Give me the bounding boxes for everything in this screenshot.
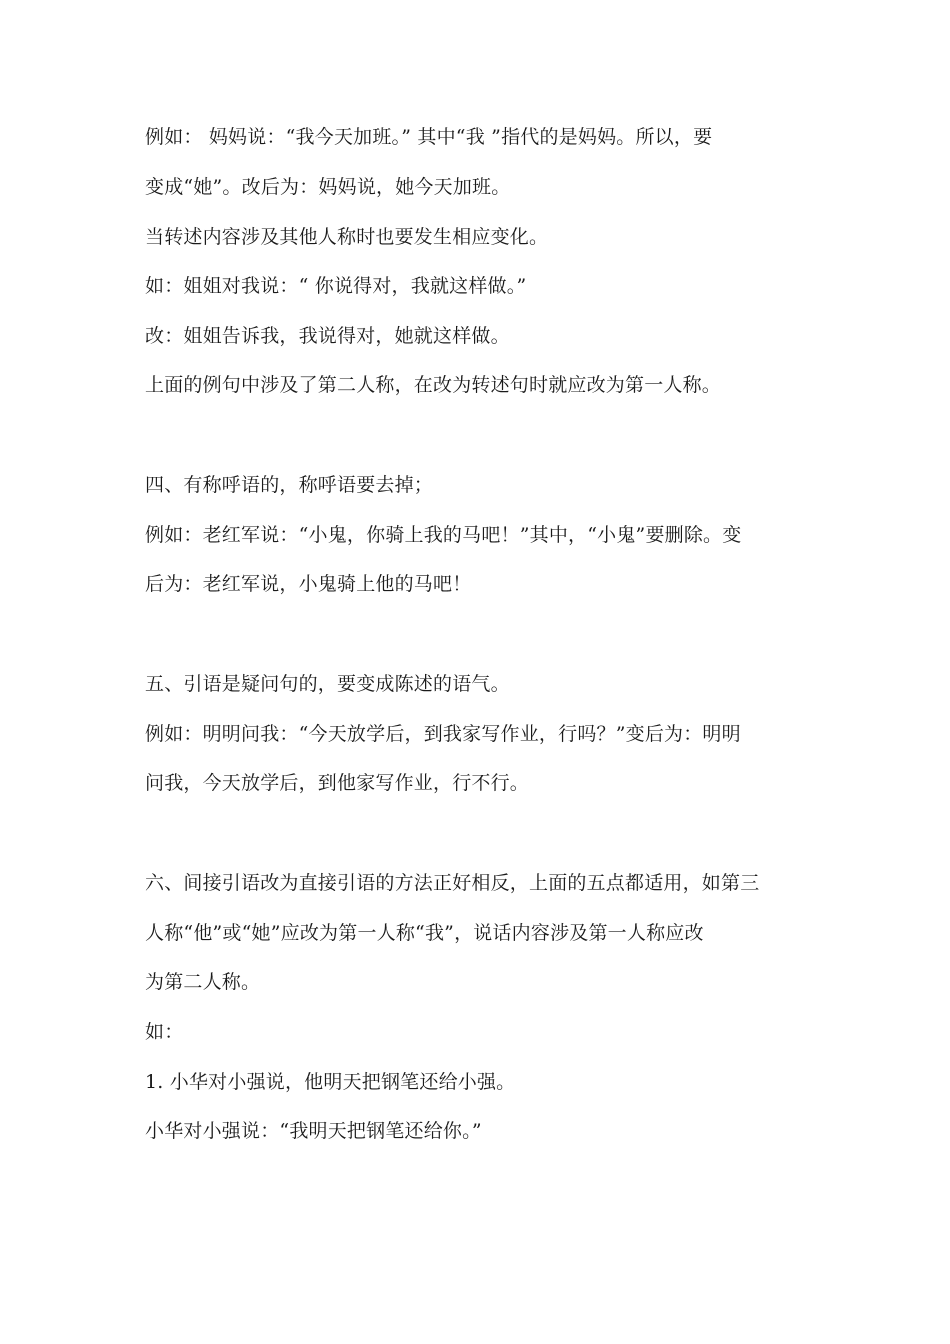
text-line: 问我，今天放学后，到他家写作业，行不行。 xyxy=(145,772,530,794)
text-line: 后为：老红军说，小鬼骑上他的马吧！ xyxy=(145,573,472,595)
text-line: 人称“他”或“她”应改为第一人称“我”，说话内容涉及第一人称应改 xyxy=(145,922,704,944)
text-line: 例如：老红军说：“小鬼，你骑上我的马吧！”其中，“小鬼”要删除。变 xyxy=(145,524,742,546)
text-line: 小华对小强说：“我明天把钢笔还给你。” xyxy=(145,1120,482,1142)
text-line: 当转述内容涉及其他人称时也要发生相应变化。 xyxy=(145,226,549,248)
text-line: 改：姐姐告诉我，我说得对，她就这样做。 xyxy=(145,325,510,347)
text-line: 例如： 妈妈说：“我今天加班。” 其中“我 ”指代的是妈妈。所以，要 xyxy=(145,126,713,148)
text-line: 如： xyxy=(145,1021,184,1043)
text-line: 上面的例句中涉及了第二人称，在改为转述句时就应改为第一人称。 xyxy=(145,374,722,396)
section-heading: 六、间接引语改为直接引语的方法正好相反，上面的五点都适用，如第三 xyxy=(145,872,760,894)
text-line: 如：姐姐对我说：“ 你说得对，我就这样做。” xyxy=(145,275,527,297)
text-line: 变成“她”。改后为：妈妈说，她今天加班。 xyxy=(145,176,511,198)
section-heading: 四、有称呼语的，称呼语要去掉； xyxy=(145,474,434,496)
list-item: 1. 小华对小强说，他明天把钢笔还给小强。 xyxy=(145,1071,516,1093)
text-line: 例如：明明问我：“今天放学后，到我家写作业，行吗？”变后为：明明 xyxy=(145,723,741,745)
section-heading: 五、引语是疑问句的，要变成陈述的语气。 xyxy=(145,673,510,695)
text-line: 为第二人称。 xyxy=(145,971,261,993)
